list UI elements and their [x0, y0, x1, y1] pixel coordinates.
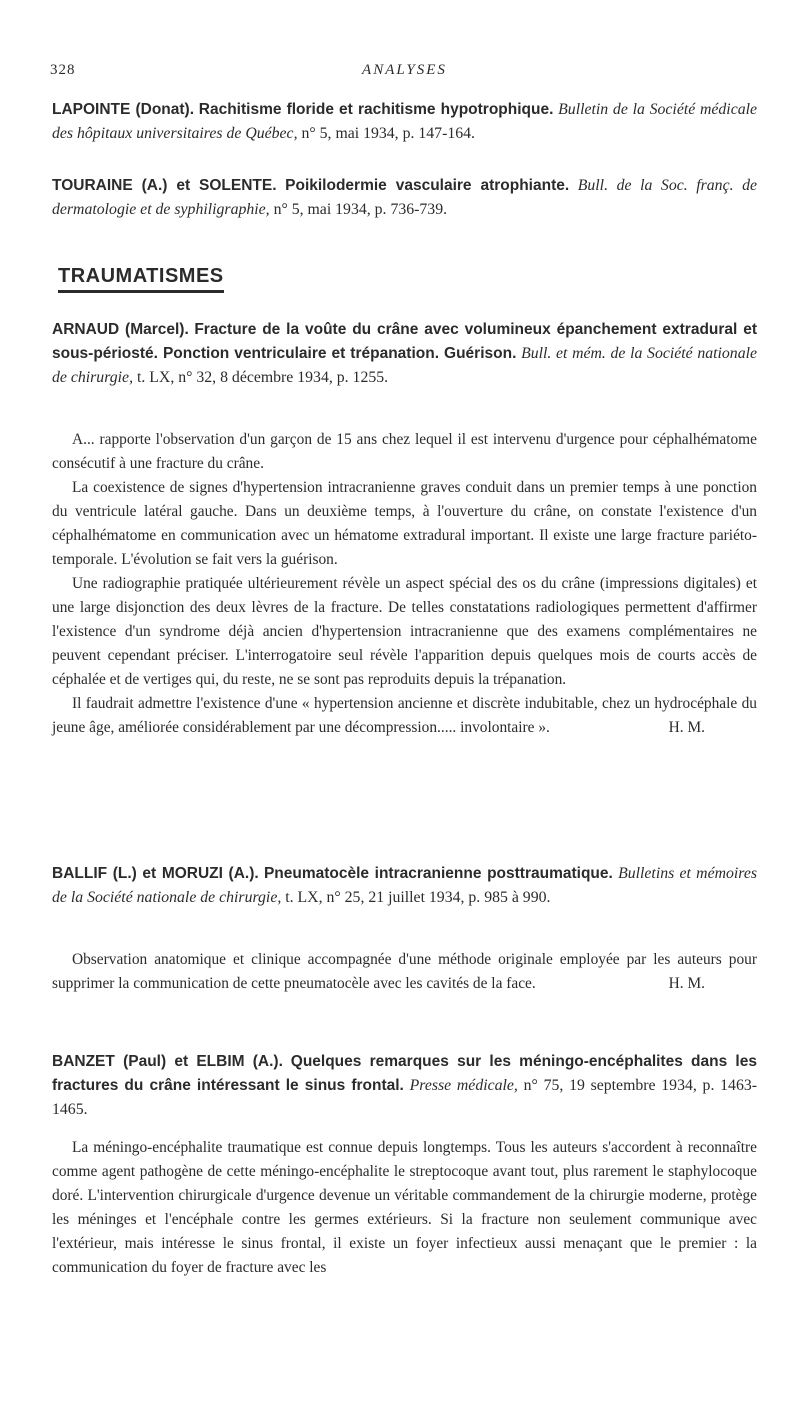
running-header	[52, 62, 757, 86]
body-paragraph-text: Observation anatomique et clinique accompagnée d'une méthode originale employée par les auteurs pour supprimer la communication de cette pneumatocèle avec les cavités de la face.	[52, 951, 757, 992]
article-title: Quelques remarques sur les méningo-encéphalites dans les fractures du crâne intéressant le sinus frontal.	[52, 1053, 757, 1094]
article-entry	[52, 1050, 757, 1122]
article-title: Poikilodermie vasculaire atrophiante.	[285, 177, 570, 194]
publication-details: n° 5, mai 1934, p. 736-739.	[273, 201, 448, 218]
journal-source: Bull. et mém. de la Société nationale de chirurgie,	[52, 345, 757, 386]
publication-details: t. LX, n° 32, 8 décembre 1934, p. 1255.	[136, 369, 389, 386]
reference-entry	[52, 174, 757, 222]
author: BALLIF (L.) et MORUZI (A.).	[52, 865, 259, 882]
article-reference	[52, 862, 757, 910]
publication-details: n° 75, 19 septembre 1934, p. 1463-1465.	[52, 1077, 758, 1118]
author: ARNAUD (Marcel).	[52, 321, 189, 338]
author-signature: H. M.	[668, 975, 705, 992]
body-paragraph: Une radiographie pratiquée ultérieurement révèle un aspect spécial des os du crâne (impressions digitales) et une large disjonction des deux lèvres de la fracture. De telles constatations radiologiques permettent d'affirmer l'existence d'un syndrome déjà ancien d'hypertension intracranienne que des examens complémentaires ne peuvent cependant préciser. L'interrogatoire seul révèle l'apparition depuis quelques mois de courts accès de céphalée et de vertiges qui, du reste, ne se sont pas reproduits depuis la trépanation.	[52, 575, 757, 688]
publication-details: n° 5, mai 1934, p. 147-164.	[301, 125, 475, 142]
body-paragraph-final	[52, 692, 757, 740]
body-paragraph: La méningo-encéphalite traumatique est connue depuis longtemps. Tous les auteurs s'accordent à reconnaître comme agent pathogène de cette méningo-encéphalite le streptocoque avant tout, plus rarement le staphylocoque doré. L'intervention chirurgicale d'urgence devenue un véritable commandement de la chirurgie moderne, protège les méninges et l'encéphale contre les germes extérieurs. Si la fracture non seulement communique avec l'extérieur, mais intéresse le sinus frontal, il existe un foyer infectieux aussi menaçant que le premier : la communication du foyer de fracture avec les	[52, 1139, 757, 1276]
journal-source: Bulletin de la Société médicale des hôpitaux universitaires de Québec,	[52, 101, 757, 142]
journal-source: Bull. de la Soc. franç. de dermatologie et de syphiligraphie,	[52, 177, 758, 218]
author: LAPOINTE (Donat).	[52, 101, 195, 118]
author: TOURAINE (A.) et SOLENTE.	[52, 177, 277, 194]
article-entry	[52, 318, 757, 390]
body-paragraph: A... rapporte l'observation d'un garçon de 15 ans chez lequel il est intervenu d'urgence pour céphalhématome consécutif à une fracture du crâne.	[52, 431, 757, 472]
article-body	[52, 1136, 757, 1280]
body-paragraph-text: Il faudrait admettre l'existence d'une « hypertension ancienne et discrète indubitable, chez un hydrocéphale du jeune âge, améliorée considérablement par une décompression..... involontaire ».	[52, 695, 757, 736]
publication-details: t. LX, n° 25, 21 juillet 1934, p. 985 à 990.	[285, 889, 551, 906]
article-title: Rachitisme floride et rachitisme hypotrophique.	[198, 101, 554, 118]
body-paragraph-final	[52, 948, 757, 996]
author: BANZET (Paul) et ELBIM (A.).	[52, 1053, 283, 1070]
article-reference	[52, 1050, 757, 1122]
article-body	[52, 948, 757, 996]
article-entry	[52, 862, 757, 910]
running-title: ANALYSES	[362, 62, 447, 78]
article-title: Fracture de la voûte du crâne avec volumineux épanchement extradural et sous-périosté. Ponction ventriculaire et trépanation. Guérison.	[52, 321, 757, 362]
article-title: Pneumatocèle intracranienne posttraumatique.	[263, 865, 613, 882]
author-signature: H. M.	[668, 719, 705, 736]
article-body	[52, 428, 757, 740]
page-number: 328	[50, 62, 76, 78]
journal-source: Bulletins et mémoires de la Société nationale de chirurgie,	[52, 865, 758, 906]
body-paragraph: La coexistence de signes d'hypertension intracranienne graves conduit dans un premier temps à une ponction du ventricule latéral gauche. Dans un deuxième temps, à l'ouverture du crâne, on constate l'existence d'un céphalhématome en communication avec un hématome extradural important. Il existe une large fracture pariéto-temporale. L'évolution se fait vers la guérison.	[52, 479, 757, 568]
reference-entry	[52, 98, 757, 146]
journal-source: Presse médicale,	[409, 1077, 518, 1094]
section-heading: TRAUMATISMES	[58, 265, 224, 293]
article-reference	[52, 318, 757, 390]
